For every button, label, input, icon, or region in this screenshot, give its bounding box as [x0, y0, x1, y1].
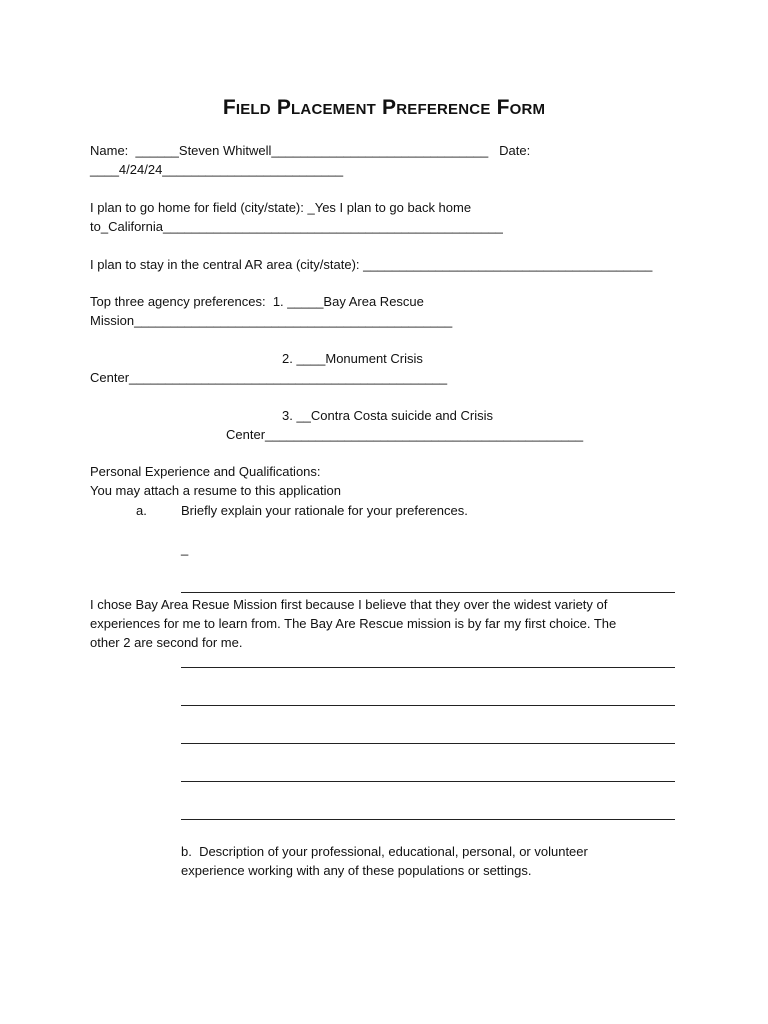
preference-2-line-1: 2. ____Monument Crisis: [282, 351, 423, 366]
answer-rule: [181, 743, 675, 744]
answer-text-line-2: experiences for me to learn from. The Bay Are Rescue mission is by far my first choice. The: [90, 616, 617, 631]
name-field: Name: ______Steven Whitwell______________________________ Date:: [90, 143, 531, 158]
resume-note: You may attach a resume to this application: [90, 483, 341, 498]
form-title: Field Placement Preference Form: [222, 96, 546, 119]
item-b-prompt-line-2: experience working with any of these populations or settings.: [181, 863, 532, 878]
answer-text-line-3: other 2 are second for me.: [90, 635, 243, 650]
answer-rule: [181, 705, 675, 706]
answer-rule: [181, 819, 675, 820]
preference-3-line-2: Center____________________________________________: [226, 427, 584, 442]
preference-1-line-1: Top three agency preferences: 1. _____Bay Area Rescue: [90, 294, 424, 309]
date-field: ____4/24/24_________________________: [90, 162, 344, 177]
preference-3-line-1: 3. __Contra Costa suicide and Crisis: [282, 408, 493, 423]
item-a-prompt: Briefly explain your rationale for your preferences.: [181, 503, 468, 518]
preference-2-line-2: Center____________________________________________: [90, 370, 448, 385]
answer-rule: [181, 667, 675, 668]
item-a-marker: a.: [136, 503, 147, 518]
preference-1-line-2: Mission____________________________________________: [90, 313, 453, 328]
item-a-dash: _: [181, 541, 189, 556]
experience-heading: Personal Experience and Qualifications:: [90, 464, 321, 479]
central-ar-field: I plan to stay in the central AR area (city/state): ________________________________________: [90, 257, 653, 272]
home-field-line-1: I plan to go home for field (city/state): _Yes I plan to go back home: [90, 200, 472, 215]
answer-rule: [181, 781, 675, 782]
answer-rule: [181, 592, 675, 593]
home-field-line-2: to_California_______________________________________________: [90, 219, 503, 234]
item-b-prompt-line-1: b. Description of your professional, educational, personal, or volunteer: [181, 844, 588, 859]
answer-text-line-1: I chose Bay Area Resue Mission first because I believe that they over the widest variety of: [90, 597, 608, 612]
